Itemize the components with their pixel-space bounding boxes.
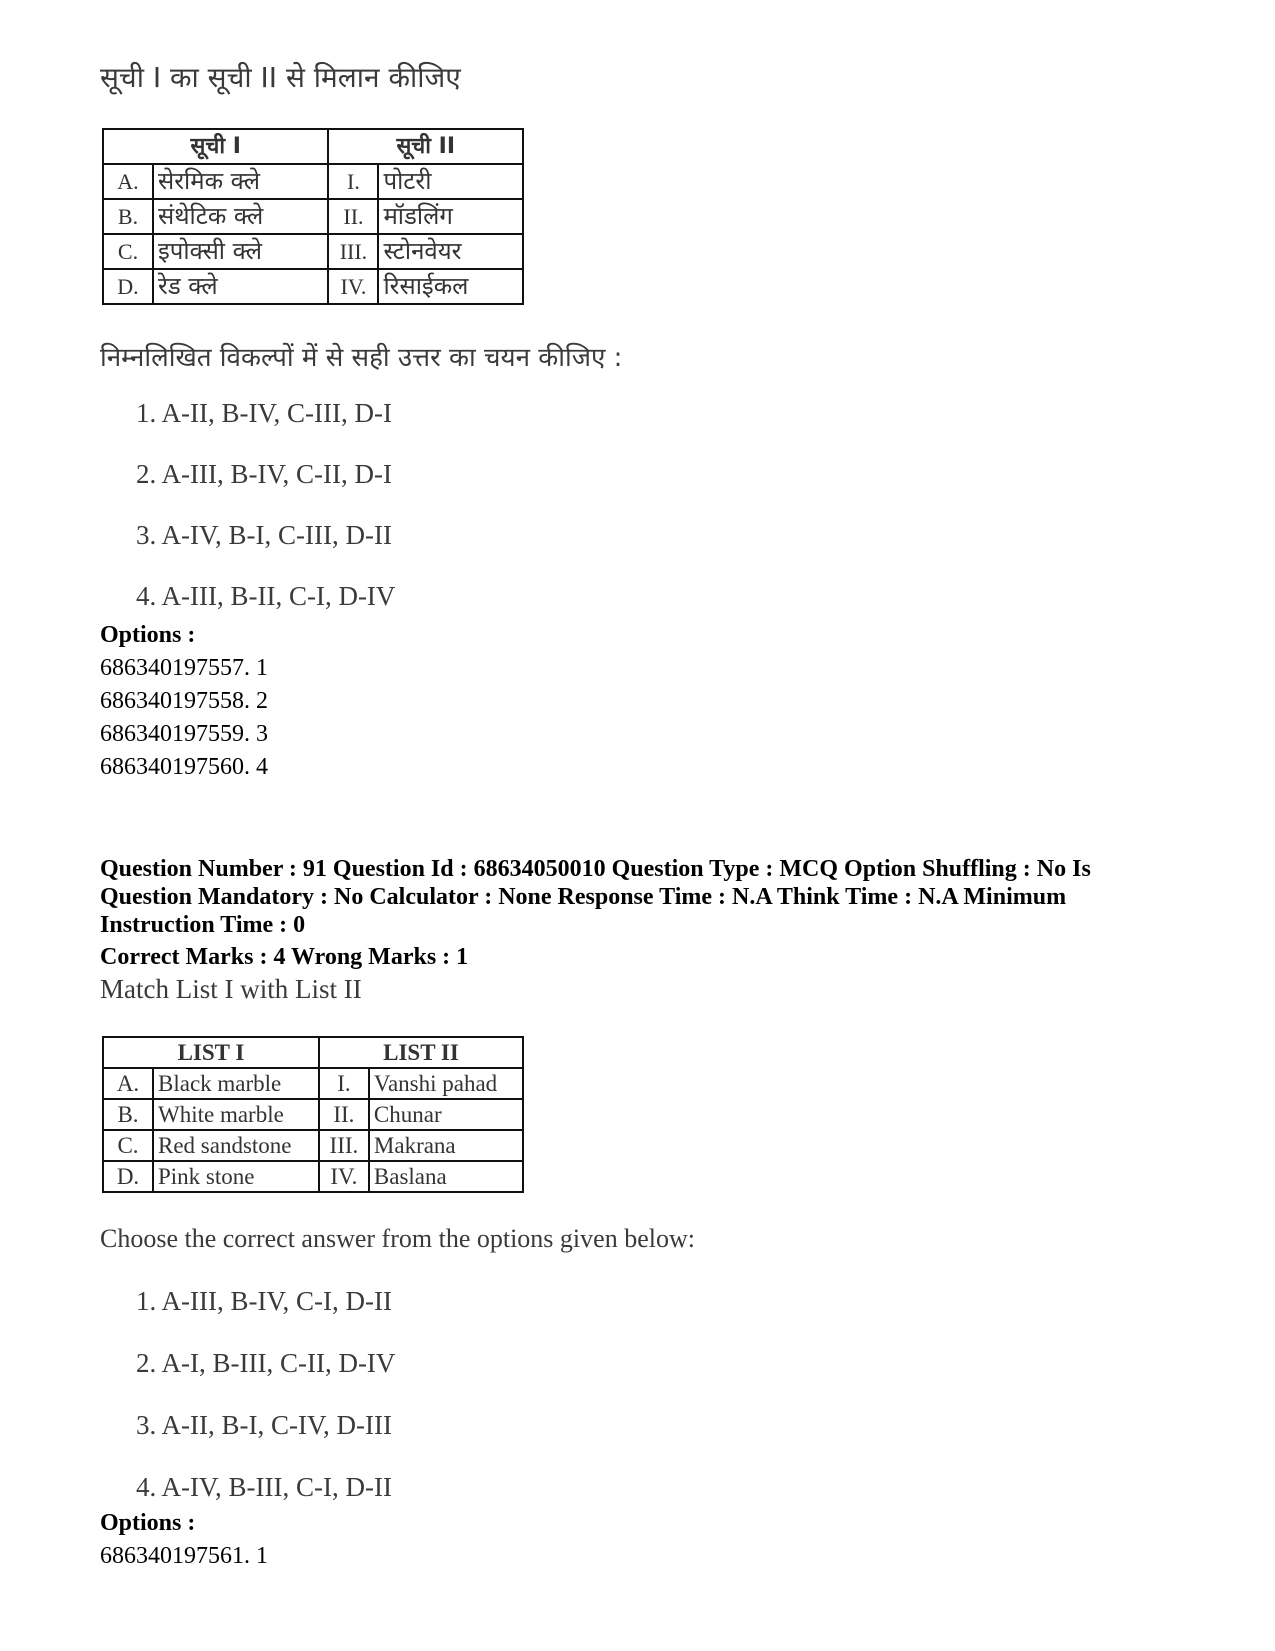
table-row xyxy=(103,1099,523,1130)
list1-item: Black marble xyxy=(153,1068,319,1099)
q91-choice-1: 1. A-III, B-IV, C-I, D-II xyxy=(136,1286,392,1316)
list1-header: LIST I xyxy=(103,1037,319,1068)
table-row xyxy=(103,1161,523,1192)
list2-label: I. xyxy=(328,164,378,199)
list1-header: सूची I xyxy=(103,129,328,164)
q91-choice-2: 2. A-I, B-III, C-II, D-IV xyxy=(136,1348,396,1378)
list1-label: B. xyxy=(103,1099,153,1130)
list2-item: पोटरी xyxy=(378,164,523,199)
list1-item: संथेटिक क्ले xyxy=(153,199,328,234)
q90-choice-3: 3. A-IV, B-I, C-III, D-II xyxy=(136,520,392,550)
table-row xyxy=(103,234,523,269)
table-row xyxy=(103,1130,523,1161)
q91-marks: Correct Marks : 4 Wrong Marks : 1 xyxy=(100,944,469,970)
list2-label: IV. xyxy=(328,269,378,304)
list2-item: रिसाईकल xyxy=(378,269,523,304)
table-header-row xyxy=(103,1037,523,1068)
q90-choice-1: 1. A-II, B-IV, C-III, D-I xyxy=(136,398,392,428)
q91-instruction: Choose the correct answer from the options given below: xyxy=(100,1224,695,1253)
list2-header: LIST II xyxy=(319,1037,523,1068)
list1-label: D. xyxy=(103,1161,153,1192)
list2-header: सूची II xyxy=(328,129,523,164)
q90-heading: सूची I का सूची II से मिलान कीजिए xyxy=(100,61,461,94)
q90-instruction: निम्नलिखित विकल्पों में से सही उत्तर का चयन कीजिए : xyxy=(100,343,623,373)
table-row xyxy=(103,164,523,199)
list2-item: Vanshi pahad xyxy=(369,1068,523,1099)
list1-item: Red sandstone xyxy=(153,1130,319,1161)
q90-options-label: Options : xyxy=(100,622,196,648)
list2-label: III. xyxy=(328,234,378,269)
list2-item: Baslana xyxy=(369,1161,523,1192)
list1-label: D. xyxy=(103,269,153,304)
list1-label: C. xyxy=(103,1130,153,1161)
q90-match-table xyxy=(102,128,524,305)
table-header-row xyxy=(103,129,523,164)
option-id: 686340197560. 4 xyxy=(100,754,268,780)
list2-item: मॉडलिंग xyxy=(378,199,523,234)
list1-item: सेरमिक क्ले xyxy=(153,164,328,199)
q91-choice-4: 4. A-IV, B-III, C-I, D-II xyxy=(136,1472,392,1502)
list1-item: Pink stone xyxy=(153,1161,319,1192)
table-row xyxy=(103,1068,523,1099)
q90-choice-2: 2. A-III, B-IV, C-II, D-I xyxy=(136,459,392,489)
list2-label: IV. xyxy=(319,1161,369,1192)
list1-item: रेड क्ले xyxy=(153,269,328,304)
q91-heading: Match List I with List II xyxy=(100,974,362,1004)
list1-item: White marble xyxy=(153,1099,319,1130)
option-id: 686340197557. 1 xyxy=(100,655,268,681)
list2-label: II. xyxy=(319,1099,369,1130)
option-id: 686340197561. 1 xyxy=(100,1543,268,1569)
q91-match-table xyxy=(102,1036,524,1193)
list2-label: II. xyxy=(328,199,378,234)
list1-label: A. xyxy=(103,1068,153,1099)
list2-label: III. xyxy=(319,1130,369,1161)
list2-item: Makrana xyxy=(369,1130,523,1161)
table-row xyxy=(103,199,523,234)
q91-metadata: Question Number : 91 Question Id : 68634050010 Question Type : MCQ Option Shuffling : No Is Question Mandatory : No Calculator : None Response Time : N.A Think Time : N.A Minimum Instruction Time : 0 xyxy=(100,856,1091,938)
list1-label: A. xyxy=(103,164,153,199)
list2-item: स्टोनवेयर xyxy=(378,234,523,269)
table-row xyxy=(103,269,523,304)
list2-label: I. xyxy=(319,1068,369,1099)
q90-choice-4: 4. A-III, B-II, C-I, D-IV xyxy=(136,581,396,611)
list1-label: C. xyxy=(103,234,153,269)
list2-item: Chunar xyxy=(369,1099,523,1130)
list1-item: इपोक्सी क्ले xyxy=(153,234,328,269)
option-id: 686340197559. 3 xyxy=(100,721,268,747)
list1-label: B. xyxy=(103,199,153,234)
q91-options-label: Options : xyxy=(100,1510,196,1536)
q91-choice-3: 3. A-II, B-I, C-IV, D-III xyxy=(136,1410,392,1440)
option-id: 686340197558. 2 xyxy=(100,688,268,714)
